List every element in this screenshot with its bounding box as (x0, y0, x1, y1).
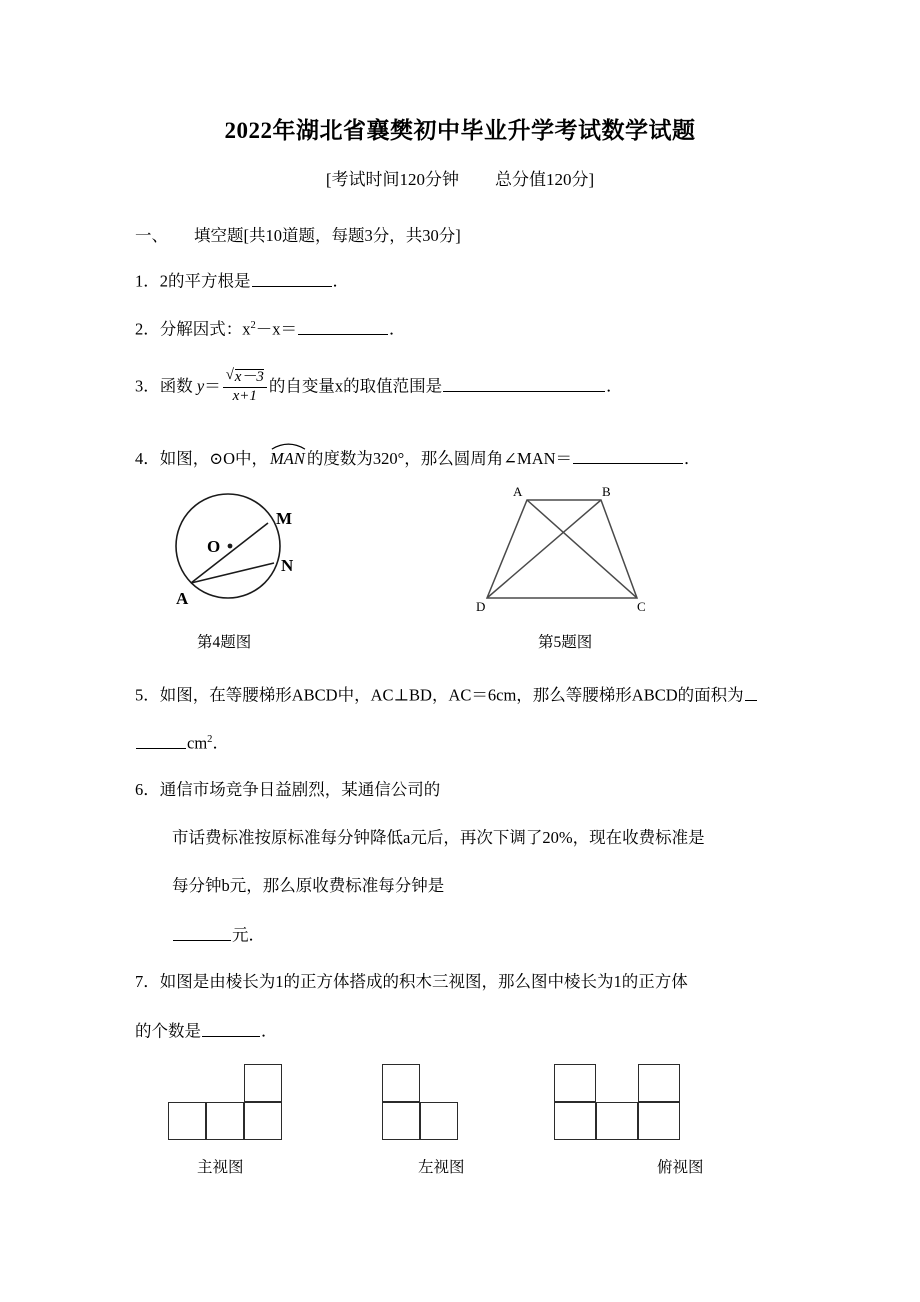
top-view-cell (638, 1064, 680, 1102)
exam-total-score: 总分值120分] (495, 170, 595, 189)
figure-row-q4-q5 (0, 478, 920, 651)
q2-exponent: 2 (250, 320, 256, 332)
q1-period: ． (332, 271, 349, 291)
q3-text-mid: 的自变量x的取值范围是 (268, 376, 443, 396)
trapezoid-figure (465, 478, 665, 618)
question-5-line-1 (135, 684, 758, 705)
front-view-cell (206, 1102, 244, 1140)
q4-answer-blank[interactable] (573, 447, 683, 464)
arc-notation (270, 446, 305, 469)
q7-text-line1: 如图是由棱长为1的正方体搭成的积木三视图，那么图中棱长为1的正方体 (159, 972, 688, 991)
q6-text-line1: 通信市场竞争日益剧烈，某通信公司的 (159, 780, 441, 799)
q5-number: 5． (135, 685, 160, 705)
square-root-icon (226, 369, 264, 386)
q5-unit-exponent: 2 (207, 734, 213, 746)
q2-expr-x: x (242, 319, 251, 339)
q1-number: 1． (135, 271, 160, 291)
q3-fraction (223, 369, 267, 405)
question-3 (135, 370, 623, 406)
q5-period: ． (212, 733, 229, 753)
q3-equals: ＝ (204, 376, 221, 396)
top-view-caption: 俯视图 (657, 1159, 704, 1176)
q3-text: 函数 (159, 376, 193, 396)
question-4 (135, 446, 701, 469)
q3-period: ． (606, 376, 623, 396)
q2-text: 分解因式： (159, 319, 243, 339)
arc-icon (271, 441, 306, 450)
question-7-line-2 (135, 1020, 278, 1041)
q2-answer-blank[interactable] (298, 318, 388, 335)
trapezoid-label-b: B (602, 484, 611, 499)
figure-caption-q4: 第4题图 (197, 634, 252, 651)
center-point-dot (228, 544, 233, 549)
circle-center-label: O (207, 537, 221, 556)
q7-text-line2: 的个数是 (135, 1021, 201, 1041)
q4-text-b: 的度数为320°，那么圆周角∠MAN＝ (306, 449, 573, 468)
front-view-cell (244, 1102, 282, 1140)
q5-answer-blank-part1[interactable] (745, 684, 757, 701)
question-6-line-4 (172, 924, 265, 945)
q1-text: 2的平方根是 (159, 271, 251, 291)
question-5-line-2 (135, 732, 229, 753)
circle-label-a: A (176, 589, 189, 608)
question-7-line-1 (135, 972, 688, 992)
q4-text-a: 如图，⊙O中， (159, 449, 268, 468)
left-view-cell (382, 1064, 420, 1102)
q3-variable-y: y (196, 376, 205, 396)
question-1 (135, 270, 349, 291)
q3-numerator (223, 369, 267, 388)
q7-period: ． (261, 1021, 278, 1041)
top-view-cell (596, 1102, 638, 1140)
trapezoid-label-d: D (476, 599, 486, 614)
question-6-line-3: 每分钟b元，那么原收费标准每分钟是 (172, 876, 445, 895)
q6-number: 6． (135, 780, 160, 799)
q7-number: 7． (135, 972, 160, 991)
q6-answer-blank[interactable] (173, 924, 231, 941)
q3-denominator: x+1 (232, 387, 257, 404)
trapezoid-label-a: A (513, 484, 523, 499)
left-view-caption: 左视图 (418, 1159, 465, 1176)
q5-answer-blank-part2[interactable] (136, 732, 186, 749)
exam-meta-line (0, 165, 920, 190)
left-view-cell (420, 1102, 458, 1140)
circle-label-m: M (276, 509, 293, 528)
left-view-cell (382, 1102, 420, 1140)
q3-number: 3． (135, 376, 160, 396)
exam-duration: [考试时间120分钟 (325, 170, 459, 189)
front-view-caption: 主视图 (197, 1159, 244, 1176)
q4-arc-label: MAN (270, 449, 305, 468)
page-title: 2022年湖北省襄樊初中毕业升学考试数学试题 (224, 118, 696, 143)
front-view-cell (244, 1064, 282, 1102)
q2-period: ． (389, 319, 406, 339)
q5-unit: cm (187, 733, 208, 753)
q7-answer-blank[interactable] (202, 1020, 260, 1037)
front-view-cell (168, 1102, 206, 1140)
section-number: 一、 (135, 226, 168, 245)
section-title: 填空题[共10道题，每题3分，共30分] (194, 226, 461, 245)
figure-caption-q5: 第5题图 (538, 634, 593, 651)
question-2 (135, 318, 406, 339)
q4-period: ． (684, 449, 701, 468)
q1-answer-blank[interactable] (252, 270, 332, 287)
trapezoid-outline (487, 500, 637, 598)
q3-radicand: x－3 (234, 369, 264, 385)
circle-figure (150, 478, 350, 618)
top-view-cell (554, 1102, 596, 1140)
section-heading (135, 222, 461, 246)
circle-label-n: N (281, 556, 294, 575)
top-view-cell (554, 1064, 596, 1102)
q2-number: 2． (135, 319, 160, 339)
three-view-diagrams (0, 1050, 920, 1200)
q4-number: 4． (135, 449, 160, 468)
q3-answer-blank[interactable] (443, 375, 605, 392)
question-6-line-1 (135, 780, 440, 800)
q5-text-line1: 如图，在等腰梯形ABCD中，AC⊥BD，AC＝6cm，那么等腰梯形ABCD的面积为 (159, 685, 744, 705)
trapezoid-label-c: C (637, 599, 646, 614)
q2-expr-rest: －x＝ (255, 319, 298, 339)
question-6-line-2: 市话费标准按原标准每分钟降低a元后，再次下调了20%，现在收费标准是 (172, 828, 705, 847)
top-view-cell (638, 1102, 680, 1140)
q6-unit: 元． (232, 925, 265, 945)
